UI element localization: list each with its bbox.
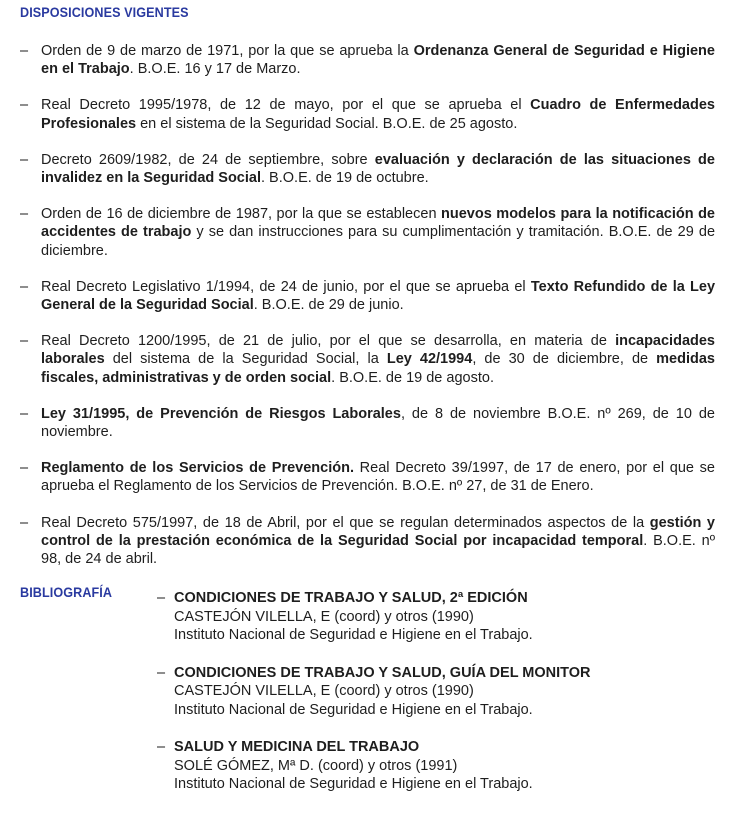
entry-title: CONDICIONES DE TRABAJO Y SALUD, 2ª EDICIÓN (174, 590, 528, 606)
list-item: – Real Decreto 1200/1995, de 21 de julio, por el que se desarrolla, en materia de incapacidades laborales del sistema de la Seguridad Social, la Ley 42/1994, de 30 de diciembre, de medidas fiscales, administrativas y de orden social. B.O.E. de 19 de agosto. (20, 333, 715, 386)
list-item: – Real Decreto 575/1997, de 18 de Abril, por el que se regulan determinados aspectos de la gestión y control de la prestación económica de la Seguridad Social por incapacidad temporal. B.O.E. nº 98, de 24 de abril. (20, 514, 715, 568)
list-dash: – (157, 590, 166, 606)
list-dash: – (20, 97, 29, 114)
list-dash: – (20, 206, 29, 223)
disposiciones-heading: DISPOSICIONES VIGENTES (20, 4, 189, 20)
list-dash: – (20, 405, 29, 422)
entry-title: SALUD Y MEDICINA DEL TRABAJO (174, 739, 420, 755)
bibliography-entry (157, 664, 591, 720)
bibliografia-list (157, 589, 591, 813)
list-dash: – (20, 460, 29, 477)
list-dash: – (20, 151, 29, 168)
entry-authors: CASTEJÓN VILELLA, E (coord) y otros (1990) (174, 683, 474, 699)
list-item: – Orden de 9 de marzo de 1971, por la que se aprueba la Ordenanza General de Seguridad e Higiene en el Trabajo. B.O.E. 16 y 17 de Marzo. (20, 43, 715, 78)
list-dash: – (20, 514, 29, 531)
bibliography-entry (157, 738, 577, 794)
entry-title: CONDICIONES DE TRABAJO Y SALUD, GUÍA DEL MONITOR (174, 664, 591, 681)
entry-publisher: Instituto Nacional de Seguridad e Higiene en el Trabajo. (174, 701, 533, 718)
list-item: – Ley 31/1995, de Prevención de Riesgos Laborales, de 8 de noviembre B.O.E. nº 269, de 10 de noviembre. (20, 405, 715, 441)
list-dash: – (20, 333, 29, 350)
bibliography-entry (157, 589, 577, 645)
entry-authors: SOLÉ GÓMEZ, Mª D. (coord) y otros (1991) (174, 757, 458, 774)
list-item: – Orden de 16 de diciembre de 1987, por la que se establecen nuevos modelos para la notificación de accidentes de trabajo y se dan instrucciones para su cumplimentación y tramitación. B.O.E. de 29 de diciembre. (20, 206, 716, 259)
list-dash: – (157, 664, 166, 681)
list-item: – Decreto 2609/1982, de 24 de septiembre, sobre evaluación y declaración de las situaciones de invalidez en la Seguridad Social. B.O.E. de 19 de octubre. (20, 151, 715, 187)
list-item: – Reglamento de los Servicios de Prevención. Real Decreto 39/1997, de 17 de enero, por el que se aprueba el Reglamento de los Servicios de Prevención. B.O.E. nº 27, de 31 de Enero. (20, 460, 715, 495)
list-item: – Real Decreto 1995/1978, de 12 de mayo, por el que se aprueba el Cuadro de Enfermedades Profesionales en el sistema de la Seguridad Social. B.O.E. de 25 agosto. (20, 97, 715, 132)
entry-publisher: Instituto Nacional de Seguridad e Higiene en el Trabajo. (174, 627, 533, 643)
list-dash: – (157, 739, 166, 755)
bibliografia-heading: BIBLIOGRAFÍA (20, 584, 113, 600)
list-item: – Real Decreto Legislativo 1/1994, de 24 de junio, por el que se aprueba el Texto Refundido de la Ley General de la Seguridad Social. B.O.E. de 29 de junio. (20, 278, 716, 314)
entry-publisher: Instituto Nacional de Seguridad e Higiene en el Trabajo. (174, 776, 533, 792)
entry-authors: CASTEJÓN VILELLA, E (coord) y otros (1990) (174, 608, 474, 625)
disposiciones-list (20, 42, 715, 586)
list-dash: – (20, 278, 29, 295)
list-dash: – (20, 43, 29, 59)
